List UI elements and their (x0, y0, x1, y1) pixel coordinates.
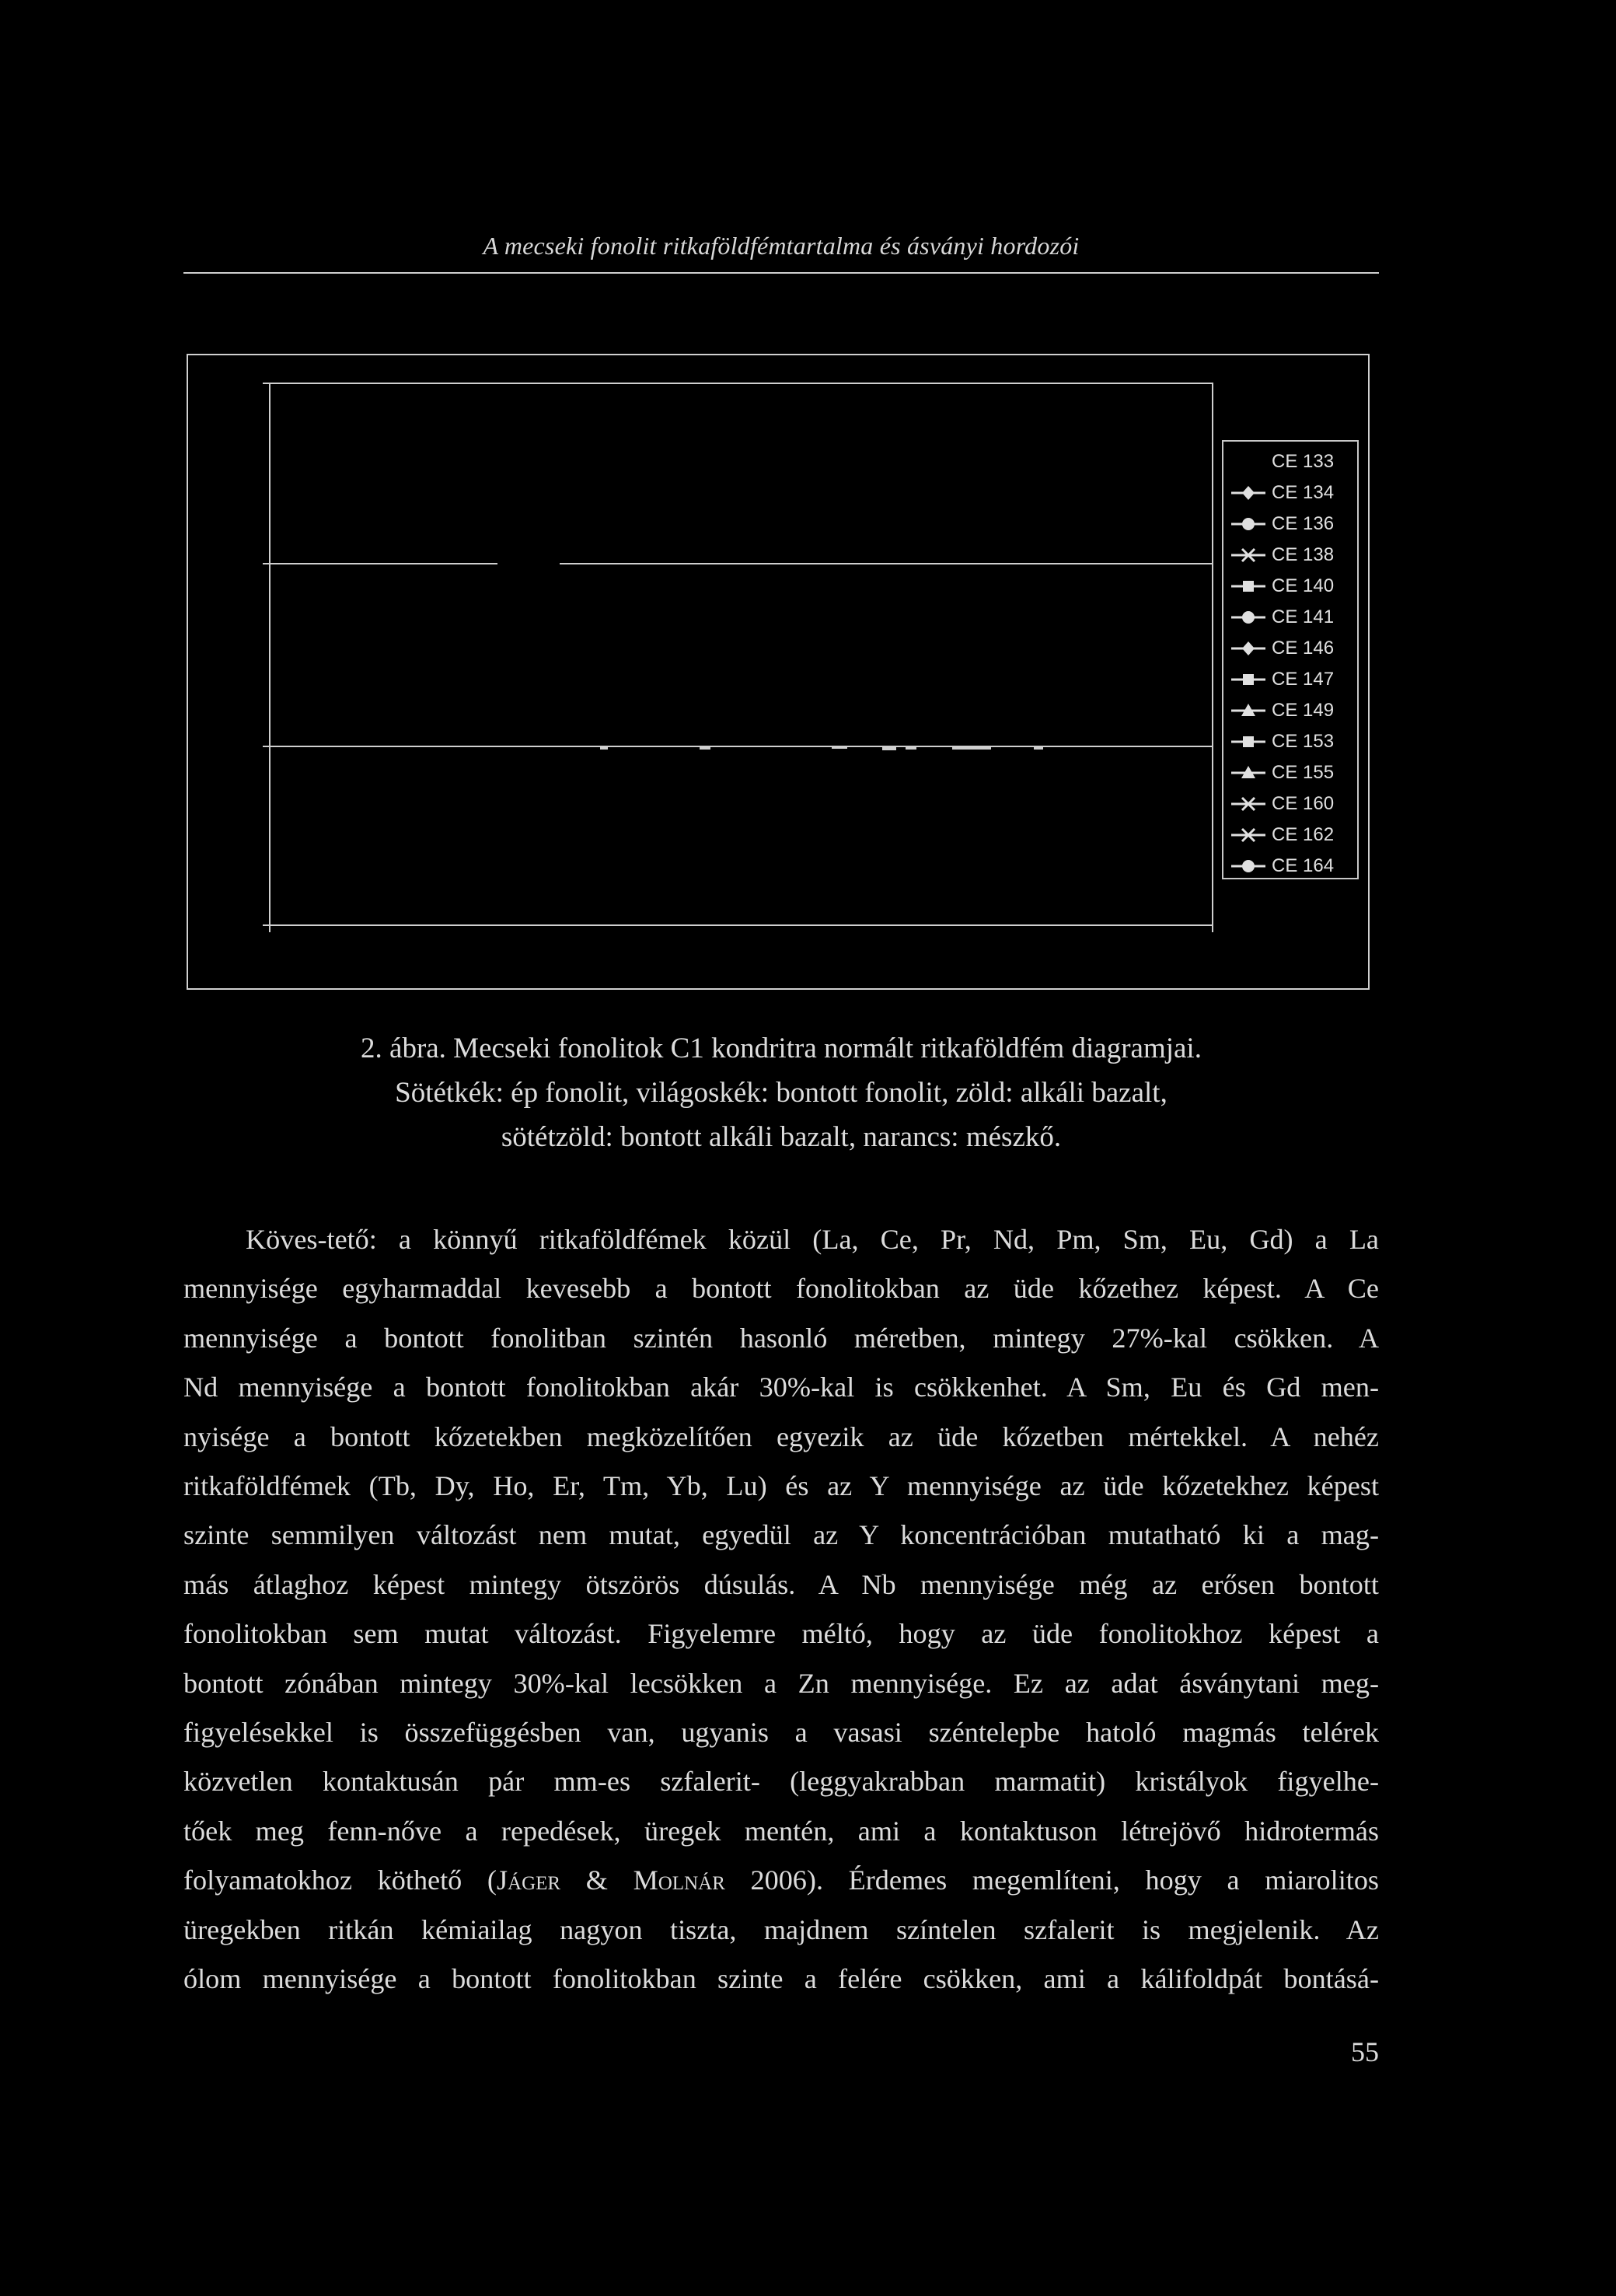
body-line: nyisége a bontott kőzetekben megközelítően egyezik az üde kőzetben mértekkel. A nehéz (183, 1421, 1379, 1452)
body-line: ólom mennyisége a bontott fonolitokban szinte a felére csökken, ami a kálifoldpát bontásá- (183, 1963, 1379, 1995)
plot-area (270, 383, 1213, 925)
legend-item (1223, 540, 1357, 571)
legend-label: CE 155 (1272, 762, 1335, 783)
legend-item (1223, 508, 1357, 540)
legend-item (1223, 820, 1357, 851)
legend-label: CE 133 (1272, 451, 1335, 472)
legend-item (1223, 477, 1357, 508)
legend-label: CE 134 (1272, 482, 1335, 503)
circle-marker-icon (1228, 851, 1269, 882)
body-line: más átlaghoz képest mintegy ötszörös dúsulás. A Nb mennyisége még az erősen bontott (183, 1568, 1379, 1600)
body-line: ritkaföldfémek (Tb, Dy, Ho, Er, Tm, Yb, Lu) és az Y mennyisége az üde kőzetekhez képest (183, 1470, 1379, 1502)
data-mark (700, 747, 710, 750)
circle-marker-icon (1228, 508, 1269, 540)
caption-line: Sötétkék: ép fonolit, világoskék: bontott fonolit, zöld: alkáli bazalt, (395, 1077, 1167, 1109)
star-cross-marker-icon (1228, 788, 1269, 820)
legend-label: CE 164 (1272, 855, 1335, 876)
header-rule (183, 272, 1379, 274)
legend-label: CE 162 (1272, 824, 1335, 845)
square-marker-icon (1228, 571, 1269, 602)
body-line: Nd mennyisége a bontott fonolitokban akár 30%-kal is csökkenhet. A Sm, Eu és Gd men- (183, 1372, 1379, 1403)
legend-item (1223, 664, 1357, 695)
citation-author: Jáger (496, 1864, 561, 1896)
legend-label: CE 136 (1272, 513, 1335, 534)
caption-line: 2. ábra. Mecseki fonolitok C1 kondritra normált ritkaföldfém diagramjai. (361, 1033, 1202, 1064)
legend-label: CE 138 (1272, 544, 1335, 565)
body-line: tőek meg fenn-nőve a repedések, üregek mentén, ami a kontaktuson létrejövő hidrotermás (183, 1815, 1379, 1847)
legend-label: CE 149 (1272, 700, 1335, 721)
legend-item (1223, 726, 1357, 757)
citation-text-after: 2006). Érdemes megemlíteni, hogy a miarolitos (724, 1864, 1379, 1896)
body-line: szinte semmilyen változást nem mutat, egyedül az Y koncentrációban mutatható ki a mag- (183, 1519, 1379, 1551)
figure-caption (183, 1026, 1379, 1159)
ree-diagram (187, 354, 1370, 990)
legend-label: CE 147 (1272, 669, 1335, 690)
data-mark (882, 747, 896, 750)
legend-item (1223, 602, 1357, 633)
legend-item (1223, 633, 1357, 664)
legend-item (1223, 757, 1357, 788)
citation-text-before: folyamatokhoz köthető ( (183, 1864, 497, 1896)
body-line: fonolitokban sem mutat változást. Figyelemre méltó, hogy az üde fonolitokhoz képest a (183, 1618, 1379, 1650)
legend-marker-none (1228, 446, 1269, 477)
body-line: Köves-tető: a könnyű ritkaföldfémek közül (La, Ce, Pr, Nd, Pm, Sm, Eu, Gd) a La (246, 1224, 1379, 1255)
legend-item (1223, 446, 1357, 477)
body-line: közvetlen kontaktusán pár mm-es szfalerit- (leggyakrabban marmatit) kristályok figyelhe- (183, 1766, 1379, 1798)
caption-line: sötétzöld: bontott alkáli bazalt, narancs: mészkő. (501, 1121, 1062, 1153)
legend-label: CE 141 (1272, 606, 1335, 627)
body-line: mennyisége a bontott fonolitban szintén hasonló méretben, mintegy 27%-kal csökken. A (183, 1322, 1379, 1354)
data-mark (952, 746, 991, 750)
legend (1222, 440, 1359, 879)
star-cross-marker-icon (1228, 820, 1269, 851)
running-head: A mecseki fonolit ritkaföldfémtartalma és ásványi hordozói (483, 232, 1080, 260)
legend-label: CE 140 (1272, 575, 1335, 596)
diamond-marker-icon (1228, 477, 1269, 508)
legend-item (1223, 571, 1357, 602)
citation-author: Molnár (633, 1864, 725, 1896)
diamond-marker-icon (1228, 633, 1269, 664)
square-marker-icon (1228, 726, 1269, 757)
square-marker-icon (1228, 664, 1269, 695)
legend-item (1223, 788, 1357, 820)
legend-item (1223, 695, 1357, 726)
data-mark (600, 747, 608, 750)
legend-item (1223, 851, 1357, 882)
triangle-marker-icon (1228, 757, 1269, 788)
citation-line (183, 1856, 1379, 1905)
triangle-marker-icon (1228, 695, 1269, 726)
data-mark (906, 747, 916, 750)
legend-label: CE 160 (1272, 793, 1335, 814)
star-cross-marker-icon (1228, 540, 1269, 571)
body-line: üregekben ritkán kémiailag nagyon tiszta, majdnem színtelen szfalerit is megjelenik. Az (183, 1913, 1379, 1945)
data-mark (832, 746, 847, 749)
page-number: 55 (1351, 2036, 1379, 2067)
body-paragraph (183, 1215, 1379, 2004)
citation-ampersand: & (560, 1864, 633, 1896)
legend-label: CE 146 (1272, 638, 1335, 659)
body-line: figyelésekkel is összefüggésben van, ugyanis a vasasi széntelepbe hatoló magmás telérek (183, 1717, 1379, 1749)
body-line: bontott zónában mintegy 30%-kal lecsökken a Zn mennyisége. Ez az adat ásványtani meg- (183, 1667, 1379, 1699)
circle-marker-icon (1228, 602, 1269, 633)
body-line: mennyisége egyharmaddal kevesebb a bontott fonolitokban az üde kőzethez képest. A Ce (183, 1273, 1379, 1305)
data-mark (1034, 747, 1043, 750)
legend-label: CE 153 (1272, 731, 1335, 752)
